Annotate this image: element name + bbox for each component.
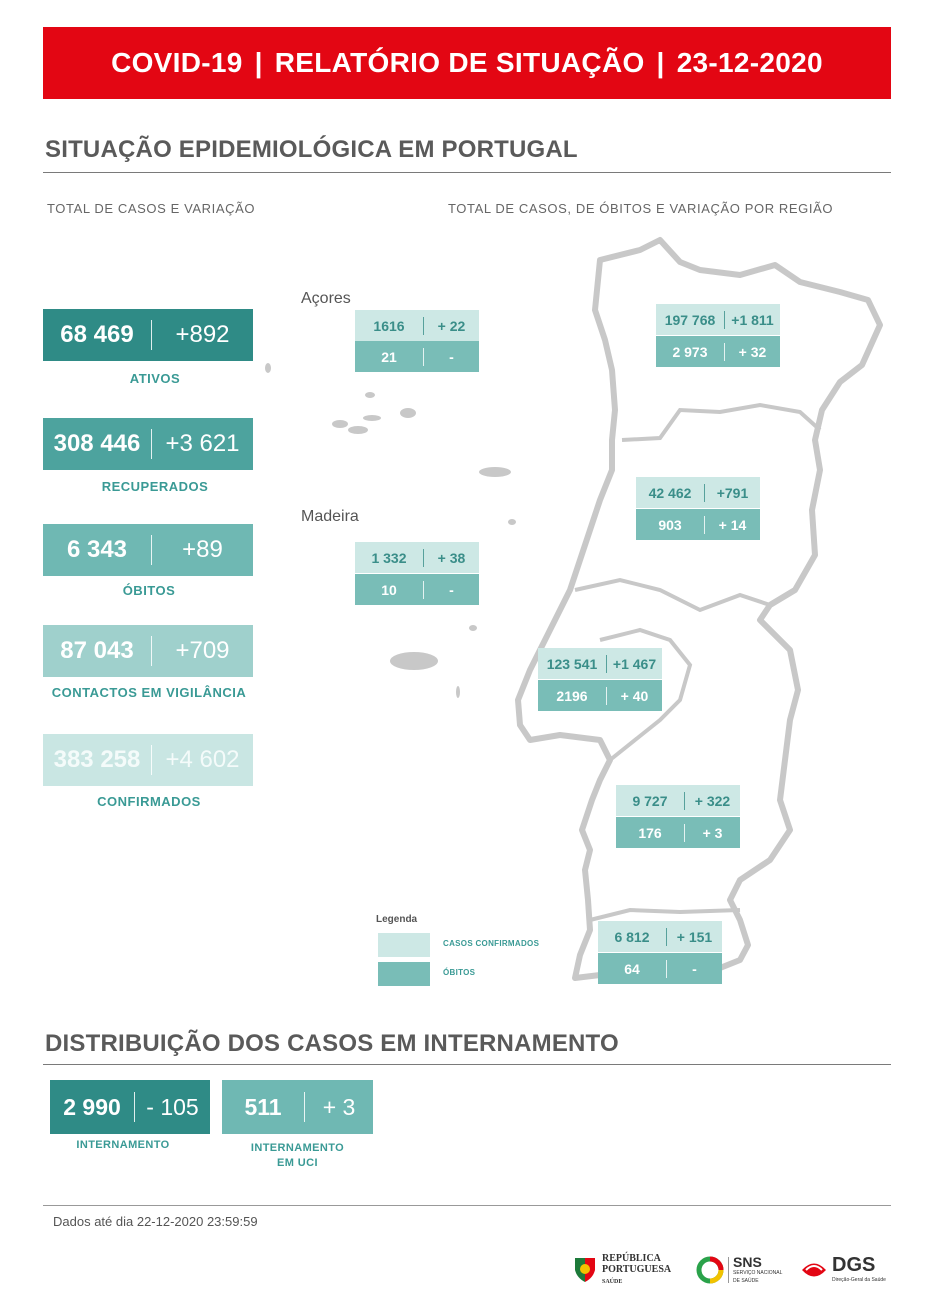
region-deaths-value: 2 973 <box>672 343 708 360</box>
banner-separator-1: | <box>254 47 263 78</box>
region-divider <box>704 484 705 502</box>
region-divider <box>423 317 424 335</box>
stat-label-obitos: ÓBITOS <box>122 583 176 598</box>
madeira-island-porto-santo <box>469 625 477 631</box>
acores-island-faial <box>332 420 348 428</box>
republica-line2: PORTUGUESA <box>602 1263 672 1275</box>
region-alentejo-cases <box>616 785 740 816</box>
sns-divider <box>728 1257 729 1283</box>
region-cases-variation: +1 811 <box>731 311 774 328</box>
acores-island-sao-jorge <box>363 415 381 421</box>
region-centro-cases <box>636 477 760 508</box>
hosp-variation: + 3 <box>322 1093 356 1120</box>
acores-island-graciosa <box>365 392 375 398</box>
map-label-madeira: Madeira <box>301 508 359 525</box>
region-deaths-variation: - <box>692 960 697 977</box>
region-deaths-value: 2196 <box>556 687 588 704</box>
region-cases-variation: + 38 <box>437 549 466 566</box>
sns-logo-icon <box>696 1256 724 1284</box>
report-title-banner <box>43 27 891 99</box>
legend-label-confirmed: CASOS CONFIRMADOS <box>443 939 540 948</box>
region-alentejo-deaths <box>616 817 740 848</box>
region-lisboa-cases <box>538 648 662 679</box>
stat-value: 6 343 <box>66 536 128 563</box>
stat-value: 87 043 <box>60 637 134 664</box>
region-cases-value: 123 541 <box>546 655 598 672</box>
acores-island-corvo <box>265 363 271 373</box>
region-divider <box>724 311 725 329</box>
stat-value: 383 258 <box>53 746 141 773</box>
region-divider <box>606 687 607 705</box>
region-cases-variation: +1 467 <box>612 655 657 672</box>
region-deaths-value: 64 <box>624 960 640 977</box>
region-cases-value: 42 462 <box>648 484 692 501</box>
region-deaths-variation: - <box>449 348 454 365</box>
banner-report-title: RELATÓRIO DE SITUAÇÃO <box>274 47 645 78</box>
region-madeira-cases <box>355 542 479 573</box>
region-cases-value: 1 332 <box>371 549 407 566</box>
hosp-variation: - 105 <box>146 1093 199 1120</box>
region-cases-variation: + 322 <box>694 792 731 809</box>
sns-text <box>733 1255 782 1285</box>
acores-island-pico <box>348 426 368 434</box>
stat-variation: +892 <box>175 321 230 348</box>
hosp-value: 511 <box>244 1093 282 1120</box>
region-norte-deaths <box>656 336 780 367</box>
dgs-sub: Direção-Geral da Saúde <box>832 1277 886 1283</box>
republica-line1: REPÚBLICA <box>602 1252 661 1264</box>
region-deaths-variation: - <box>449 581 454 598</box>
dgs-logo-icon <box>800 1257 828 1283</box>
region-cases-variation: +791 <box>716 484 749 501</box>
stat-variation: +89 <box>182 536 223 563</box>
region-deaths-variation: + 3 <box>702 824 723 841</box>
region-algarve-cases <box>598 921 722 952</box>
legend-title: Legenda <box>376 914 418 925</box>
region-deaths-value: 903 <box>658 516 682 533</box>
section-divider-2 <box>43 1064 891 1065</box>
stat-card-contactos <box>43 625 253 677</box>
republica-emblem-icon <box>573 1256 597 1284</box>
region-deaths-variation: + 14 <box>718 516 747 533</box>
region-cases-value: 1616 <box>373 317 405 334</box>
hosp-value: 2 990 <box>63 1093 121 1120</box>
acores-island-santa-maria <box>508 519 516 525</box>
hosp-label-internamento <box>50 1138 196 1153</box>
region-deaths-value: 10 <box>381 581 397 598</box>
region-divider <box>704 516 705 534</box>
region-divider <box>423 581 424 599</box>
acores-island-terceira <box>400 408 416 418</box>
stat-label-confirmados: CONFIRMADOS <box>97 794 201 809</box>
region-cases-variation: + 22 <box>437 317 466 334</box>
region-divider <box>684 824 685 842</box>
subhead-by-region: TOTAL DE CASOS, DE ÓBITOS E VARIAÇÃO POR REGIÃO <box>448 201 834 216</box>
region-divider <box>724 343 725 361</box>
region-cases-variation: + 151 <box>676 928 713 945</box>
dgs-title: DGS <box>832 1254 876 1276</box>
legend-swatch-confirmed <box>378 933 430 957</box>
republica-text <box>602 1253 671 1288</box>
stat-variation: +4 602 <box>165 746 240 773</box>
region-norte-cases <box>656 304 780 335</box>
region-deaths-variation: + 40 <box>620 687 649 704</box>
region-divider <box>423 549 424 567</box>
region-lisboa-deaths <box>538 680 662 711</box>
stat-label-recuperados: RECUPERADOS <box>101 479 209 494</box>
subhead-total-cases: TOTAL DE CASOS E VARIAÇÃO <box>47 201 256 216</box>
section-divider-1 <box>43 172 891 173</box>
logo-sns <box>696 1250 782 1290</box>
stat-value: 68 469 <box>60 321 134 348</box>
banner-covid: COVID-19 <box>111 47 243 78</box>
map-label-acores: Açores <box>301 290 351 307</box>
hosp-label-line1: INTERNAMENTO <box>76 1139 170 1151</box>
madeira-island-madeira <box>390 652 438 670</box>
hosp-label-line2: EM UCI <box>277 1157 318 1169</box>
region-algarve-deaths <box>598 953 722 984</box>
region-centro-deaths <box>636 509 760 540</box>
hosp-card-uci <box>222 1080 373 1134</box>
hosp-label-uci <box>222 1141 373 1171</box>
sns-sub2: DE SAÚDE <box>733 1278 759 1284</box>
stat-card-recuperados <box>43 418 253 470</box>
stat-label-contactos: CONTACTOS EM VIGILÂNCIA <box>51 685 247 700</box>
stat-variation: +3 621 <box>165 430 240 457</box>
section-title-hospitalization: DISTRIBUIÇÃO DOS CASOS EM INTERNAMENTO <box>45 1030 619 1057</box>
stat-card-obitos <box>43 524 253 576</box>
region-cases-value: 6 812 <box>614 928 650 945</box>
legend-swatch-deaths <box>378 962 430 986</box>
region-deaths-value: 176 <box>638 824 662 841</box>
republica-line3: SAÚDE <box>602 1278 623 1285</box>
region-divider <box>606 655 607 673</box>
region-deaths-variation: + 32 <box>738 343 767 360</box>
region-divider <box>423 348 424 366</box>
dgs-text <box>832 1255 886 1285</box>
region-cases-value: 197 768 <box>664 311 716 328</box>
footer-divider <box>43 1205 891 1206</box>
islands <box>265 363 516 698</box>
madeira-island-desertas <box>456 686 460 698</box>
region-divider <box>666 928 667 946</box>
acores-island-sao-miguel <box>479 467 511 477</box>
stat-card-ativos <box>43 309 253 361</box>
stat-label-ativos: ATIVOS <box>129 371 181 386</box>
region-divider <box>666 960 667 978</box>
logo-republica-portuguesa <box>573 1250 671 1290</box>
region-acores-cases <box>355 310 479 341</box>
stat-card-confirmados <box>43 734 253 786</box>
section-title-epidemiological: SITUAÇÃO EPIDEMIOLÓGICA EM PORTUGAL <box>45 136 578 163</box>
sns-title: SNS <box>733 1254 762 1270</box>
region-deaths-value: 21 <box>381 348 397 365</box>
logo-dgs <box>800 1250 886 1290</box>
hosp-label-line1: INTERNAMENTO <box>250 1142 345 1154</box>
stat-variation: +709 <box>175 637 230 664</box>
region-cases-value: 9 727 <box>632 792 668 809</box>
region-madeira-deaths <box>355 574 479 605</box>
stat-value: 308 446 <box>53 430 141 457</box>
data-cutoff-note: Dados até dia 22-12-2020 23:59:59 <box>53 1214 258 1229</box>
legend-label-deaths: ÓBITOS <box>443 968 476 977</box>
banner-separator-2: | <box>656 47 665 78</box>
sns-sub1: SERVIÇO NACIONAL <box>733 1270 783 1276</box>
region-acores-deaths <box>355 341 479 372</box>
region-divider <box>684 792 685 810</box>
banner-date: 23-12-2020 <box>676 47 823 78</box>
hosp-card-internamento <box>50 1080 210 1134</box>
